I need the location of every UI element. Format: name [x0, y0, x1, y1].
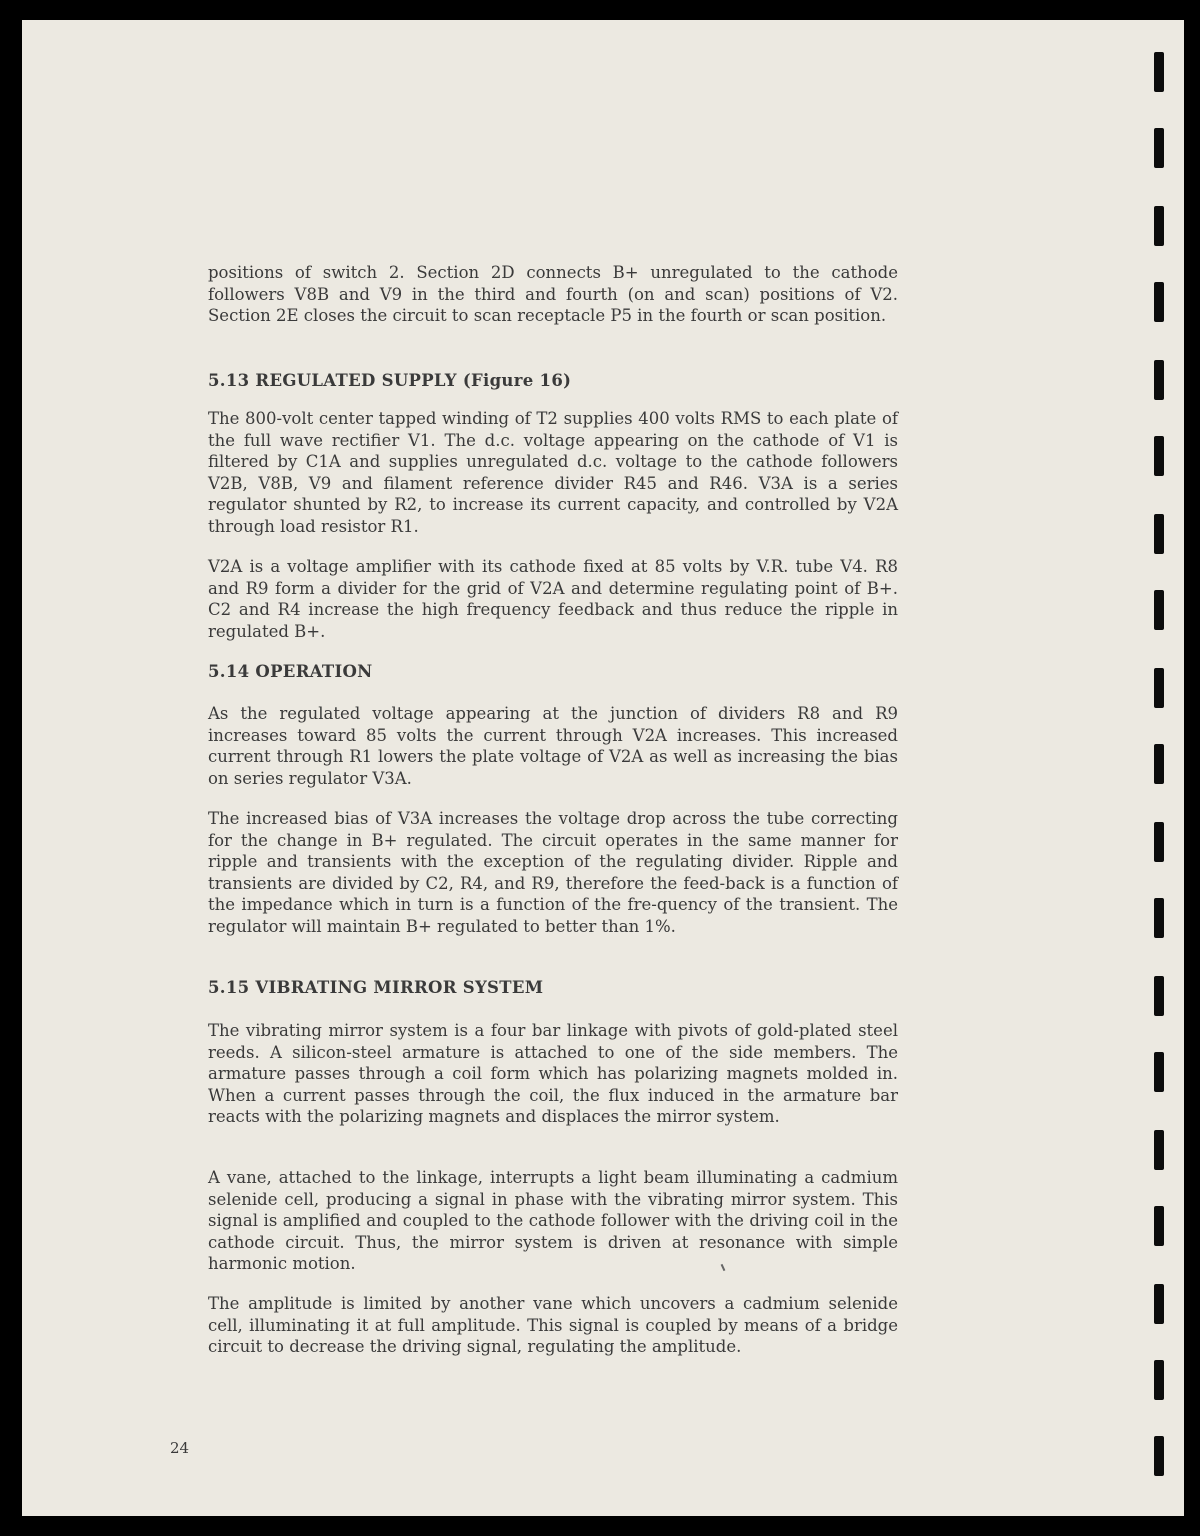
binding-hole — [1154, 52, 1164, 92]
binding-hole — [1154, 590, 1164, 630]
binding-hole — [1154, 1360, 1164, 1400]
binding-hole — [1154, 436, 1164, 476]
binding-hole — [1154, 668, 1164, 708]
heading-regulated-supply: 5.13 REGULATED SUPPLY (Figure 16) — [208, 371, 572, 390]
paragraph-amplitude-limit: The amplitude is limited by another vane which uncovers a cadmium selenide cell, illuminating it at full amplitude. This signal is coupled by means of a bridge circuit to decrease the driving signal, regulating the amplitude. — [208, 1294, 898, 1356]
paragraph-regulated-supply: The 800-volt center tapped winding of T2 supplies 400 volts RMS to each plate of the full wave rectifier V1. The d.c. voltage appearing on the cathode of V1 is filtered by C1A and supplies unregulated d.c. voltage to the cathode followers V2B, V8B, V9 and filament reference divider R45 and R46. V3A is a series regulator shunted by R2, to increase its current capacity, and controlled by V2A through load resistor R1. — [208, 409, 898, 536]
binding-hole — [1154, 1052, 1164, 1092]
page-number: 24 — [170, 1439, 190, 1457]
paragraph-v2a-amplifier: V2A is a voltage amplifier with its cathode fixed at 85 volts by V.R. tube V4. R8 and R9 form a divider for the grid of V2A and determine regulating point of B+. C2 and R4 increase the high frequency feedback and thus reduce the ripple in regulated B+. — [208, 557, 898, 641]
binding-hole — [1154, 128, 1164, 168]
binding-hole — [1154, 898, 1164, 938]
document-page — [22, 20, 1184, 1516]
heading-vibrating-mirror: 5.15 VIBRATING MIRROR SYSTEM — [208, 978, 544, 997]
binding-hole — [1154, 1130, 1164, 1170]
binding-hole — [1154, 514, 1164, 554]
binding-hole — [1154, 1436, 1164, 1476]
binding-hole — [1154, 360, 1164, 400]
paragraph-switch-positions: positions of switch 2. Section 2D connects B+ unregulated to the cathode followers V8B and V9 in the third and fourth (on and scan) positions of V2. Section 2E closes the circuit to scan receptacle P5 in the fourth or scan position. — [208, 263, 898, 325]
binding-hole — [1154, 206, 1164, 246]
paragraph-operation-bias: The increased bias of V3A increases the voltage drop across the tube correcting for the change in B+ regulated. The circuit operates in the same manner for ripple and transients with the exception of the regulating divider. Ripple and transients are divided by C2, R4, and R9, therefore the feed-back is a function of the impedance which in turn is a function of the fre-quency of the transient. The regulator will maintain B+ regulated to better than 1%. — [208, 809, 898, 936]
binding-hole — [1154, 282, 1164, 322]
binding-hole — [1154, 822, 1164, 862]
paragraph-mirror-linkage: The vibrating mirror system is a four bar linkage with pivots of gold-plated steel reeds. A silicon-steel armature is attached to one of the side members. The armature passes through a coil form which has polarizing magnets molded in. When a current passes through the coil, the flux induced in the armature bar reacts with the polarizing magnets and displaces the mirror system. — [208, 1021, 898, 1126]
paragraph-operation-current: As the regulated voltage appearing at the junction of dividers R8 and R9 increases toward 85 volts the current through V2A increases. This increased current through R1 lowers the plate voltage of V2A as well as increasing the bias on series regulator V3A. — [208, 704, 898, 788]
binding-hole — [1154, 976, 1164, 1016]
paragraph-mirror-vane: A vane, attached to the linkage, interrupts a light beam illuminating a cadmium selenide cell, producing a signal in phase with the vibrating mirror system. This signal is amplified and coupled to the cathode follower with the driving coil in the cathode circuit. Thus, the mirror system is driven at resonance with simple harmonic motion. — [208, 1168, 898, 1273]
binding-hole — [1154, 1284, 1164, 1324]
binding-hole — [1154, 1206, 1164, 1246]
heading-operation: 5.14 OPERATION — [208, 662, 373, 681]
binding-hole — [1154, 744, 1164, 784]
